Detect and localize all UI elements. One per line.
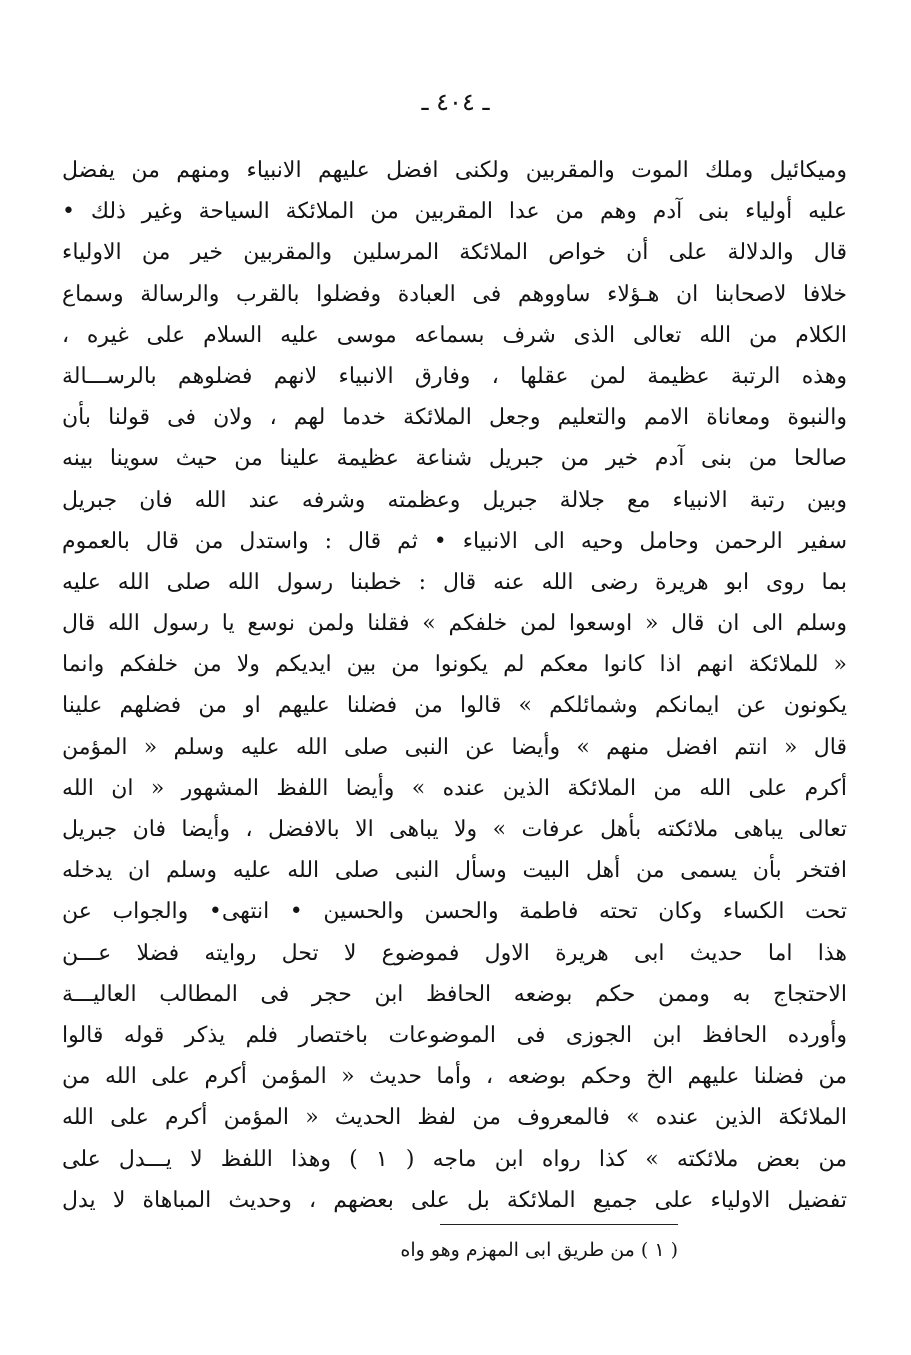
text-line: قال « انتم افضل منهم » وأيضا عن النبى صلى الله عليه وسلم « المؤمن bbox=[62, 734, 847, 760]
text-line: يكونون عن ايمانكم وشمائلكم » قالوا من فضلنا عليهم او من فضلهم علينا bbox=[62, 693, 847, 719]
text-line: صالحا من بنى آدم خير من جبريل شناعة عظيمة علينا من حيث سوينا بينه bbox=[62, 446, 847, 472]
text-line: الكلام من الله تعالى الذى شرف بسماعه موسى عليه السلام على غيره ، bbox=[62, 322, 847, 348]
body-text bbox=[62, 150, 847, 1221]
text-line: وهذه الرتبة عظيمة لمن عقلها ، وفارق الانبياء لانهم فضلوهم بالرســـالة bbox=[62, 363, 847, 389]
text-line: وأورده الحافظ ابن الجوزى فى الموضوعات باختصار فلم يذكر قوله قالوا bbox=[62, 1022, 847, 1048]
text-line: وبين رتبة الانبياء مع جلالة جبريل وعظمته وشرفه عند الله فان جبريل bbox=[62, 487, 847, 513]
text-line: سفير الرحمن وحامل وحيه الى الانبياء • ثم قال : واستدل من قال بالعموم bbox=[62, 528, 847, 554]
text-line: « للملائكة انهم اذا كانوا معكم لم يكونوا من بين ايديكم ولا من خلفكم وانما bbox=[62, 652, 847, 678]
text-line: والنبوة ومعاناة الامم والتعليم وجعل الملائكة خدما لهم ، ولان فى قولنا بأن bbox=[62, 405, 847, 431]
text-line: الاحتجاج به وممن حكم بوضعه الحافظ ابن حجر فى المطالب العاليـــة bbox=[62, 981, 847, 1007]
text-line: قال والدلالة على أن خواص الملائكة المرسلين والمقربين خير من الاولياء bbox=[62, 240, 847, 266]
text-line: أكرم على الله من الملائكة الذين عنده » وأيضا اللفظ المشهور « ان الله bbox=[62, 775, 847, 801]
footnote-divider bbox=[440, 1224, 678, 1225]
text-line: عليه أولياء بنى آدم وهم من عدا المقربين من الملائكة السياحة وغير ذلك • bbox=[62, 199, 847, 225]
footnote: ( ١ ) من طريق ابى المهزم وهو واه bbox=[400, 1239, 678, 1261]
text-line: خلافا لاصحابنا ان هـؤلاء ساووهم فى العبادة وفضلوا بالقرب والرسالة وسماع bbox=[62, 281, 847, 307]
text-line: وميكائيل وملك الموت والمقربين ولكنى افضل عليهم الانبياء ومنهم من يفضل bbox=[62, 158, 847, 183]
page-number: ـ ٤٠٤ ـ bbox=[421, 88, 490, 116]
text-line: الملائكة الذين عنده » فالمعروف من لفظ الحديث « المؤمن أكرم على الله bbox=[62, 1105, 847, 1131]
text-line: من بعض ملائكته » كذا رواه ابن ماجه ( ١ ) وهذا اللفظ لا يـــدل على bbox=[62, 1146, 847, 1172]
text-line: بما روى ابو هريرة رضى الله عنه قال : خطبنا رسول الله صلى الله عليه bbox=[62, 569, 847, 595]
text-line: تفضيل الاولياء على جميع الملائكة بل على بعضهم ، وحديث المباهاة لا يدل bbox=[62, 1187, 847, 1213]
text-line: تعالى يباهى ملائكته بأهل عرفات » ولا يباهى الا بالافضل ، وأيضا فان جبريل bbox=[62, 817, 847, 842]
text-line: افتخر بأن يسمى من أهل البيت وسأل النبى صلى الله عليه وسلم ان يدخله bbox=[62, 858, 847, 884]
text-line: وسلم الى ان قال « اوسعوا لمن خلفكم » فقلنا ولمن نوسع يا رسول الله قال bbox=[62, 611, 847, 637]
text-line: من فضلنا عليهم الخ وحكم بوضعه ، وأما حديث « المؤمن أكرم على الله من bbox=[62, 1064, 847, 1090]
text-line: هذا اما حديث ابى هريرة الاول فموضوع لا تحل روايته فضلا عـــن bbox=[62, 940, 847, 966]
text-line: تحت الكساء وكان تحته فاطمة والحسن والحسين • انتهى• والجواب عن bbox=[62, 899, 847, 925]
